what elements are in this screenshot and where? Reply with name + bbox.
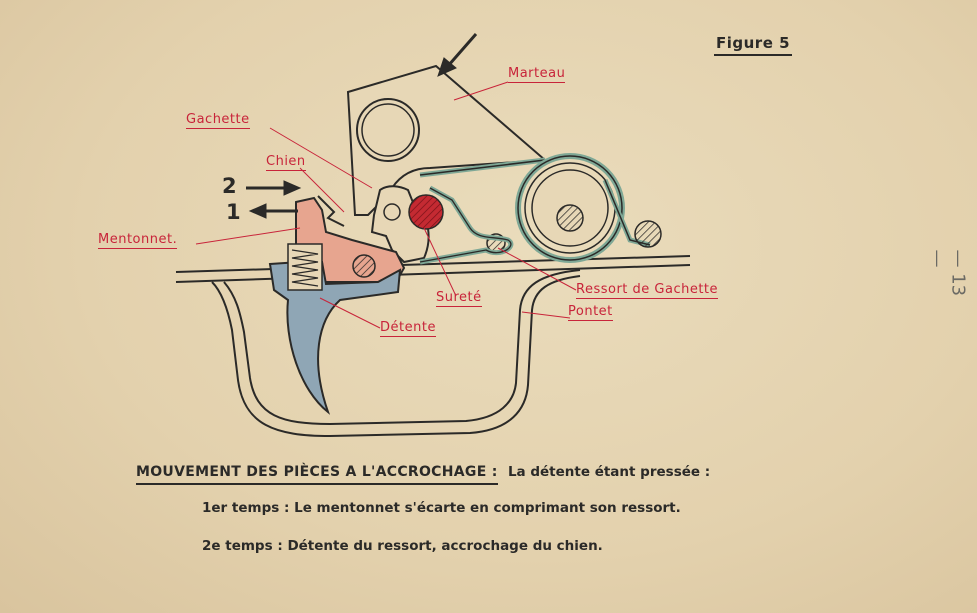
caption-step-1: [202, 500, 681, 516]
label-pontet: [568, 304, 613, 319]
label-mentonnet: [98, 232, 177, 247]
caption-step-1-text: Le mentonnet s'écarte en comprimant son ressort.: [294, 500, 681, 516]
caption-heading-line: [136, 464, 956, 480]
label-surete-text: Sureté: [436, 290, 482, 305]
caption-step-1-label: 1er temps :: [202, 500, 290, 516]
surete-safety: [409, 195, 443, 229]
label-gachette: [186, 112, 250, 127]
label-pontet-text: Pontet: [568, 304, 613, 319]
caption-intro: La détente étant pressée :: [507, 464, 711, 480]
label-marteau-text: Marteau: [508, 66, 566, 81]
label-chien: [266, 154, 306, 169]
caption-heading: MOUVEMENT DES PIÈCES A L'ACCROCHAGE :: [136, 464, 498, 485]
caption-step-2-label: 2e temps :: [202, 538, 283, 554]
page-number: — 13 —: [926, 249, 969, 297]
figure-title: Figure 5: [714, 34, 792, 56]
label-mentonnet-text: Mentonnet.: [98, 232, 178, 247]
label-chien-text: Chien: [266, 154, 306, 169]
label-ressort-gachette-text: Ressort de Gachette: [576, 282, 719, 297]
label-detente-text: Détente: [380, 320, 436, 335]
caption-step-2: [202, 538, 603, 554]
arrow-number-1: 1: [226, 200, 241, 224]
caption-step-2-text: Détente du ressort, accrochage du chien.: [287, 538, 603, 554]
label-detente: [380, 320, 436, 335]
label-ressort-gachette: [576, 282, 718, 297]
label-marteau: [508, 66, 565, 81]
marteau-hammer: [348, 66, 545, 215]
label-surete: [436, 290, 482, 305]
label-gachette-text: Gachette: [186, 112, 250, 127]
figure-caption: [136, 464, 956, 554]
pontet-trigger-guard: [212, 270, 580, 436]
arrow-number-2: 2: [222, 174, 237, 198]
